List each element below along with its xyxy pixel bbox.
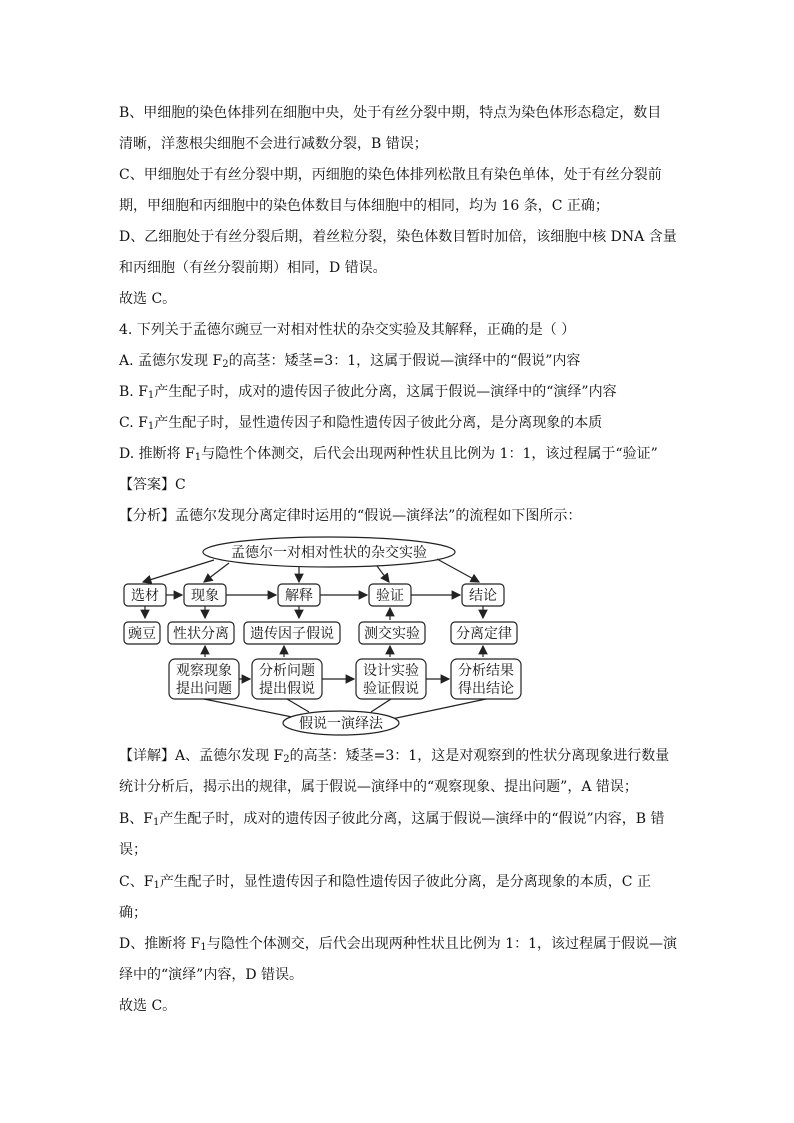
bottom-ellipse-label: 假说一演绎法 <box>299 716 383 732</box>
detail-line: 误； <box>119 842 147 858</box>
detail-line: D、推断将 $F_1$与隐性个体测交，后代会出现两种性状且比例为 1：1，该过程属于假说—演 <box>119 936 678 953</box>
result-label: 分离定律 <box>456 626 512 642</box>
option-a: A. 孟德尔发现 $F_2$的高茎：矮茎=3：1，这属于假说—演绎中的“假说”内容 <box>119 353 581 370</box>
flow-diagram <box>119 532 539 737</box>
result-label: 性状分离 <box>173 626 229 642</box>
process-label: 验证假说 <box>363 681 419 697</box>
result-label: 遗传因子假说 <box>250 626 334 642</box>
detail-line: 绎中的“演绎”内容，D 错误。 <box>119 967 303 983</box>
step-label: 验证 <box>376 588 404 604</box>
result-label: 豌豆 <box>128 626 156 642</box>
option-d: D. 推断将 $F_1$与隐性个体测交，后代会出现两种性状且比例为 1：1，该过程属于“验证” <box>119 446 658 463</box>
step-label: 选材 <box>131 588 159 604</box>
analysis-line: 【分析】孟德尔发现分离定律时运用的“假说—演绎法”的流程如下图所示： <box>119 508 582 524</box>
detail-line: 确； <box>119 905 147 921</box>
process-label: 提出假说 <box>259 681 315 697</box>
option-c: C. $F_1$产生配子时，显性遗传因子和隐性遗传因子彼此分离，是分离现象的本质 <box>119 415 603 432</box>
text-line: 和丙细胞（有丝分裂前期）相同，D 错误。 <box>119 260 387 276</box>
detail-line: 统计分析后，揭示出的规律，属于假说—演绎中的“观察现象、提出问题”，A 错误； <box>119 779 638 795</box>
question-stem: 4. 下列关于孟德尔豌豆一对相对性状的杂交实验及其解释，正确的是（ ） <box>119 322 576 338</box>
text-line: B、甲细胞的染色体排列在细胞中央，处于有丝分裂中期，特点为染色体形态稳定，数目 <box>119 105 662 121</box>
option-b: B. $F_1$产生配子时，成对的遗传因子彼此分离，这属于假说—演绎中的“演绎”内容 <box>119 384 617 401</box>
detail-line: 【详解】A、孟德尔发现 $F_2$的高茎：矮茎=3：1，这是对观察到的性状分离现象进行数量 <box>119 748 670 765</box>
answer-line: 【答案】C <box>119 477 186 493</box>
text-line: D、乙细胞处于有丝分裂后期，着丝粒分裂，染色体数目暂时加倍，该细胞中核 DNA 含量 <box>119 229 677 245</box>
top-ellipse-label: 孟德尔一对相对性状的杂交实验 <box>231 545 427 561</box>
step-label: 结论 <box>469 588 497 604</box>
process-label: 得出结论 <box>458 681 514 697</box>
detail-line: B、$F_1$产生配子时，成对的遗传因子彼此分离，这属于假说—演绎中的“假说”内容，B 错 <box>119 811 665 828</box>
text-line: C、甲细胞处于有丝分裂中期，丙细胞的染色体排列松散且有染色单体，处于有丝分裂前 <box>119 167 662 183</box>
result-label: 测交实验 <box>364 626 420 642</box>
text-line: 故选 C。 <box>119 291 177 307</box>
process-label: 分析结果 <box>458 663 514 679</box>
process-label: 观察现象 <box>176 663 232 679</box>
process-label: 分析问题 <box>259 663 315 679</box>
step-label: 现象 <box>191 588 219 604</box>
text-line: 期，甲细胞和丙细胞中的染色体数目与体细胞中的相同，均为 16 条，C 正确； <box>119 198 609 214</box>
detail-line: 故选 C。 <box>119 998 177 1014</box>
text-line: 清晰，洋葱根尖细胞不会进行减数分裂，B 错误； <box>119 136 428 152</box>
process-label: 设计实验 <box>363 663 419 679</box>
process-label: 提出问题 <box>176 681 232 697</box>
detail-line: C、$F_1$产生配子时，显性遗传因子和隐性遗传因子彼此分离，是分离现象的本质，C 正 <box>119 874 651 891</box>
step-label: 解释 <box>285 588 313 604</box>
